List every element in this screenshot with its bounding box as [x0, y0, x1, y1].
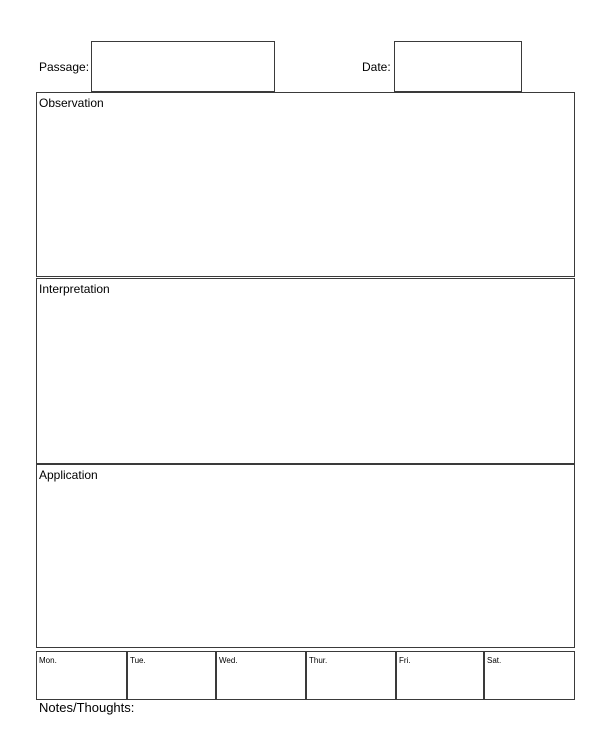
- day-label-thur: Thur.: [309, 656, 328, 665]
- application-box[interactable]: [36, 464, 575, 648]
- observation-box[interactable]: [36, 92, 575, 277]
- interpretation-box[interactable]: [36, 278, 575, 464]
- day-box-tue[interactable]: [127, 651, 216, 700]
- passage-label: Passage:: [39, 60, 90, 74]
- day-box-mon[interactable]: [36, 651, 127, 700]
- application-title: Application: [39, 468, 98, 482]
- date-field[interactable]: [394, 41, 522, 92]
- day-box-thur[interactable]: [306, 651, 396, 700]
- day-box-fri[interactable]: [396, 651, 484, 700]
- day-label-wed: Wed.: [219, 656, 238, 665]
- interpretation-title: Interpretation: [39, 282, 110, 296]
- observation-title: Observation: [39, 96, 104, 110]
- notes-thoughts-label: Notes/Thoughts:: [39, 700, 135, 715]
- date-label: Date:: [362, 60, 391, 74]
- day-label-fri: Fri.: [399, 656, 411, 665]
- day-box-wed[interactable]: [216, 651, 306, 700]
- day-label-mon: Mon.: [39, 656, 57, 665]
- day-label-tue: Tue.: [130, 656, 146, 665]
- passage-field[interactable]: [91, 41, 275, 92]
- day-label-sat: Sat.: [487, 656, 502, 665]
- day-box-sat[interactable]: [484, 651, 575, 700]
